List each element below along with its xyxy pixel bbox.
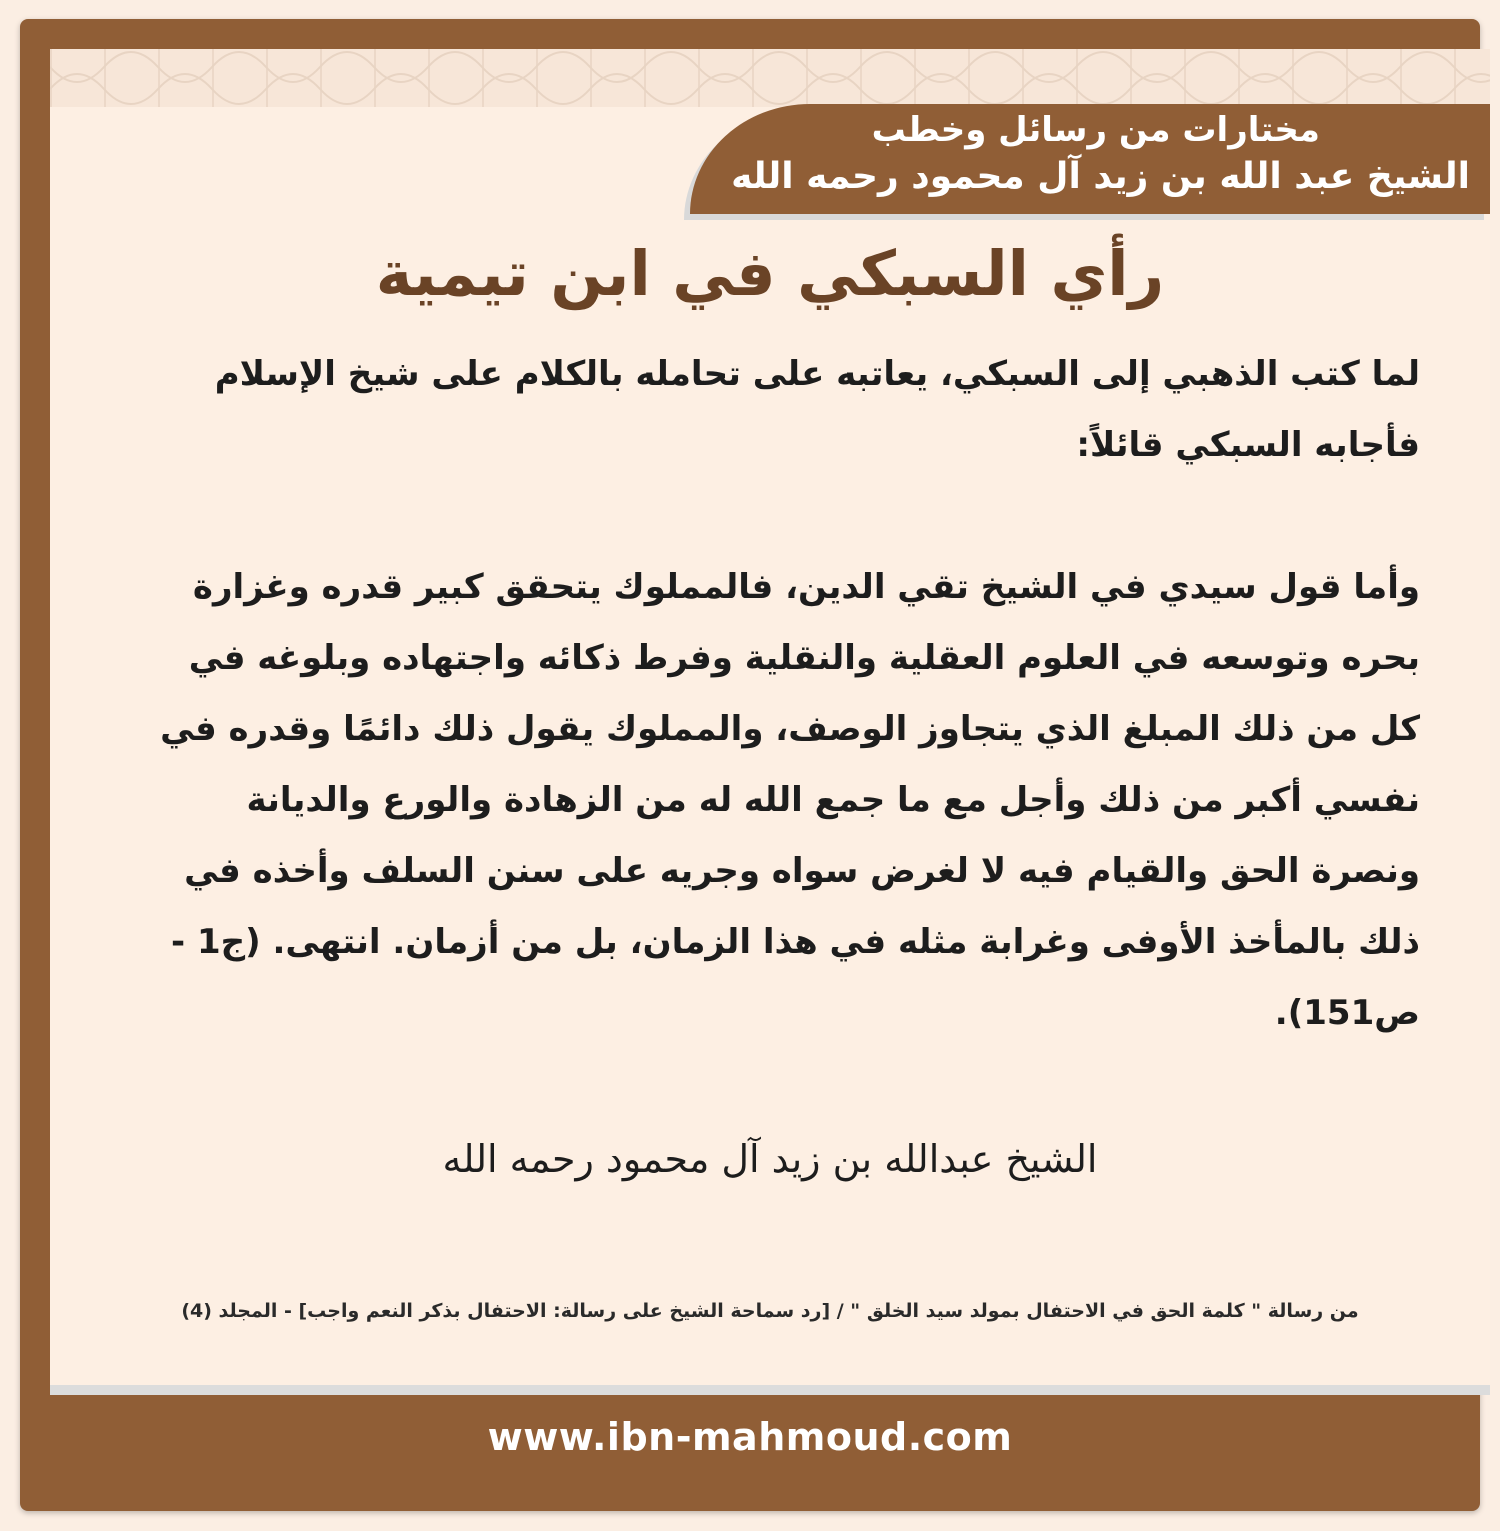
body-paragraph-intro: لما كتب الذهبي إلى السبكي، يعاتبه على تحامله بالكلام على شيخ الإسلام فأجابه السبكي قائلاً: <box>214 354 1420 465</box>
panel-bottom-shadow <box>50 1385 1490 1395</box>
decorative-pattern <box>50 49 1490 107</box>
website-link[interactable]: www.ibn-mahmoud.com <box>487 1415 1013 1459</box>
header-band <box>690 104 1490 214</box>
body-text <box>140 339 1420 1049</box>
header-author-name: الشيخ عبد الله بن زيد آل محمود رحمه الله <box>731 156 1470 197</box>
body-paragraph-quote: وأما قول سيدي في الشيخ تقي الدين، فالمملوك يتحقق كبير قدره وغزارة بحره وتوسعه في العلوم العقلية والنقلية وفرط ذكائه واجتهاده وبلوغه في كل من ذلك المبلغ الذي يتجاوز الوصف، والمملوك يقول ذلك دائمًا وقدره في نفسي أكبر من ذلك وأجل مع ما جمع الله له من الزهادة والورع والديانة ونصرة الحق والقيام فيه لا لغرض سواه وجريه على سنن السلف وأخذه في ذلك بالمأخذ الأوفى وغرابة مثله في هذا الزمان، بل من أزمان. انتهى. (ج1 - ص151). <box>160 567 1420 1033</box>
source-citation: من رسالة " كلمة الحق في الاحتفال بمولد سيد الخلق " / [رد سماحة الشيخ على رسالة: الاحتفال بذكر النعم واجب] - المجلد (4) <box>181 1300 1359 1322</box>
signature: الشيخ عبدالله بن زيد آل محمود رحمه الله <box>442 1137 1098 1181</box>
card-frame <box>20 19 1480 1511</box>
page-title: رأي السبكي في ابن تيمية <box>375 237 1165 310</box>
header-series-title: مختارات من رسائل وخطب <box>871 110 1320 150</box>
paragraph-spacer <box>140 481 1420 552</box>
content-panel <box>50 49 1490 1395</box>
